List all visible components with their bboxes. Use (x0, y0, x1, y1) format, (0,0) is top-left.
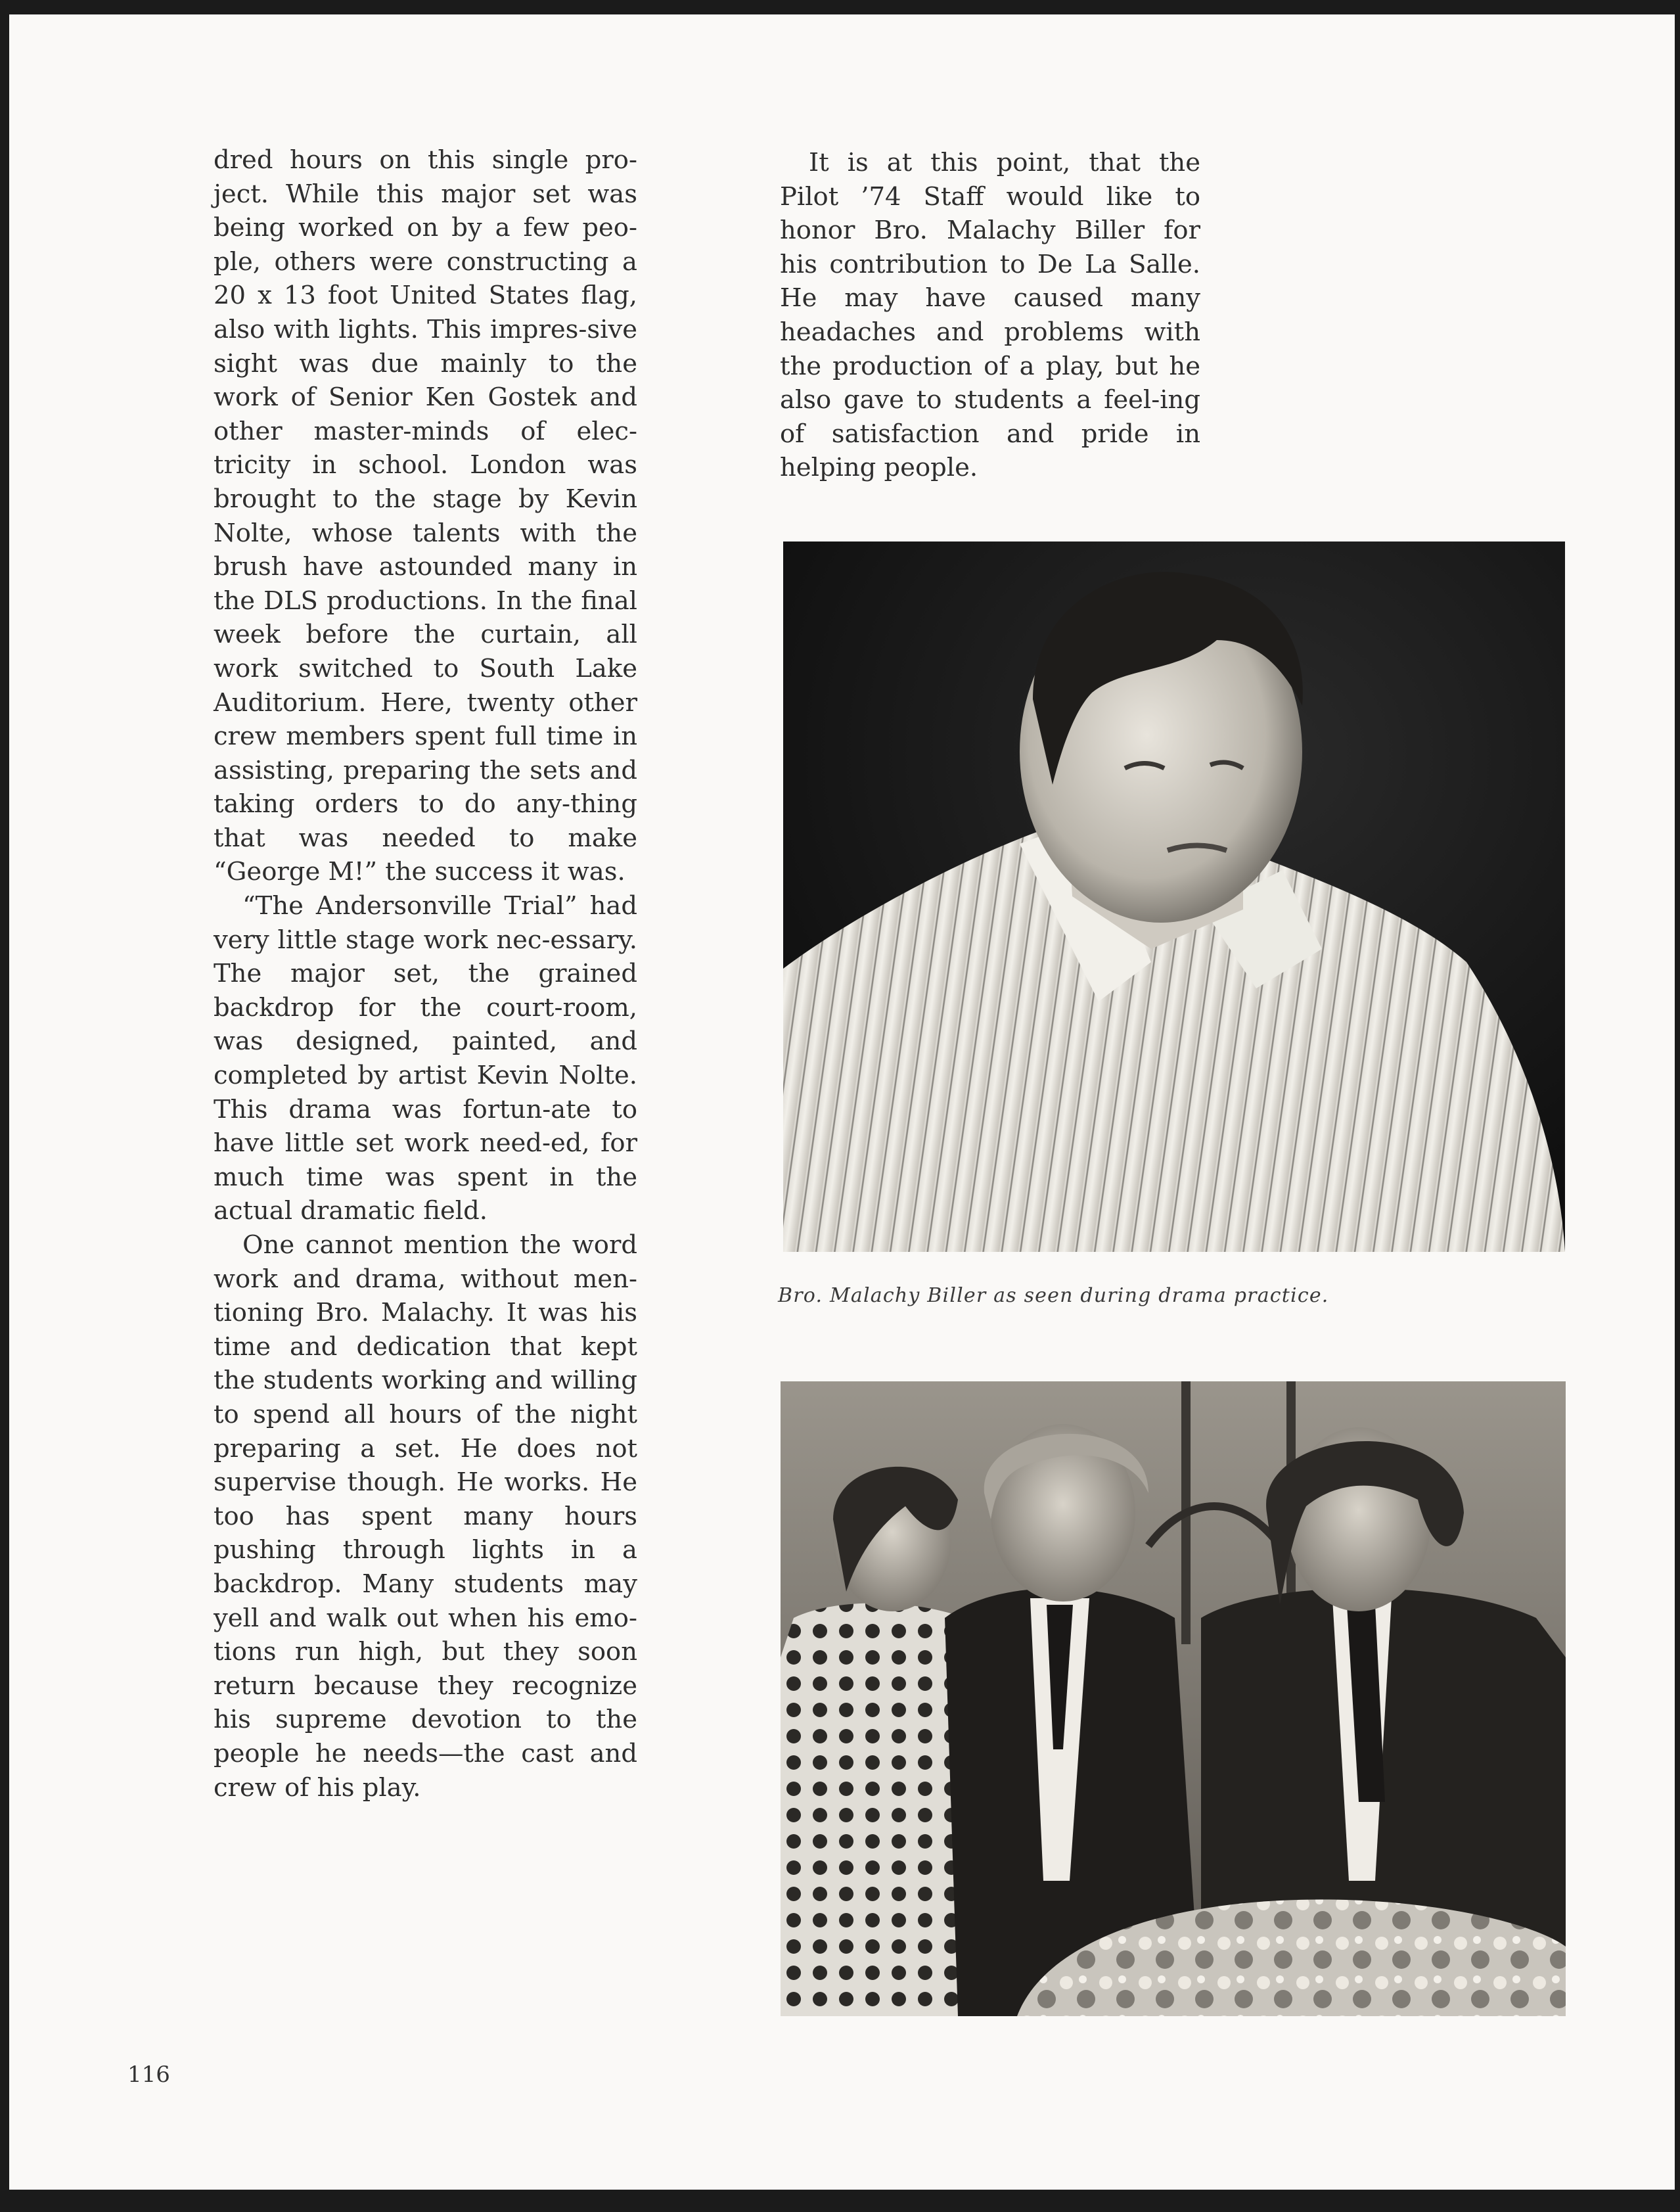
body-paragraph-1: dred hours on this single pro-ject. While this major set was being worked on by a few peo-ple, others were constructing a 20 x 13 foot United States flag, also with lights. This impres-sive sight was due mainly to the work of Senior Ken Gostek and other master-minds of elec-tricity in school. London was brought to the stage by Kevin Nolte, whose talents with the brush have astounded many in the DLS productions. In the final week before the curtain, all work switched to South Lake Auditorium. Here, twenty other crew members spent full time in assisting, preparing the sets and taking orders to do any-thing that was needed to make “George M!” the success it was. (214, 145, 637, 887)
photo-caption: Bro. Malachy Biller as seen during drama practice. (778, 1284, 1329, 1307)
portrait-photo (783, 541, 1565, 1252)
left-text-column (214, 143, 637, 1805)
cast-group-photo (781, 1381, 1566, 2016)
body-paragraph-3: One cannot mention the word work and drama, without men-tioning Bro. Malachy. It was his time and dedication that kept the students working and willing to spend all hours of the night preparing a set. He does not supervise though. He works. He too has spent many hours pushing through lights in a backdrop. Many students may yell and walk out when his emo-tions run high, but they soon return because they recognize his supreme devotion to the people he needs—the cast and crew of his play. (214, 1230, 637, 1803)
right-text-column (780, 146, 1200, 485)
yearbook-page (9, 14, 1675, 2190)
body-paragraph-2: “The Andersonville Trial” had very little stage work nec-essary. The major set, the grained backdrop for the court-room, was designed, painted, and completed by artist Kevin Nolte. This drama was fortun-ate to have little set work need-ed, for much time was spent in the actual dramatic field. (214, 891, 637, 1226)
tribute-paragraph: It is at this point, that the Pilot ’74 Staff would like to honor Bro. Malachy Biller for his contribution to De La Salle. He may have caused many headaches and problems with the production of a play, but he also gave to students a feel-ing of satisfaction and pride in helping people. (780, 148, 1200, 483)
page-number: 116 (127, 2062, 170, 2088)
